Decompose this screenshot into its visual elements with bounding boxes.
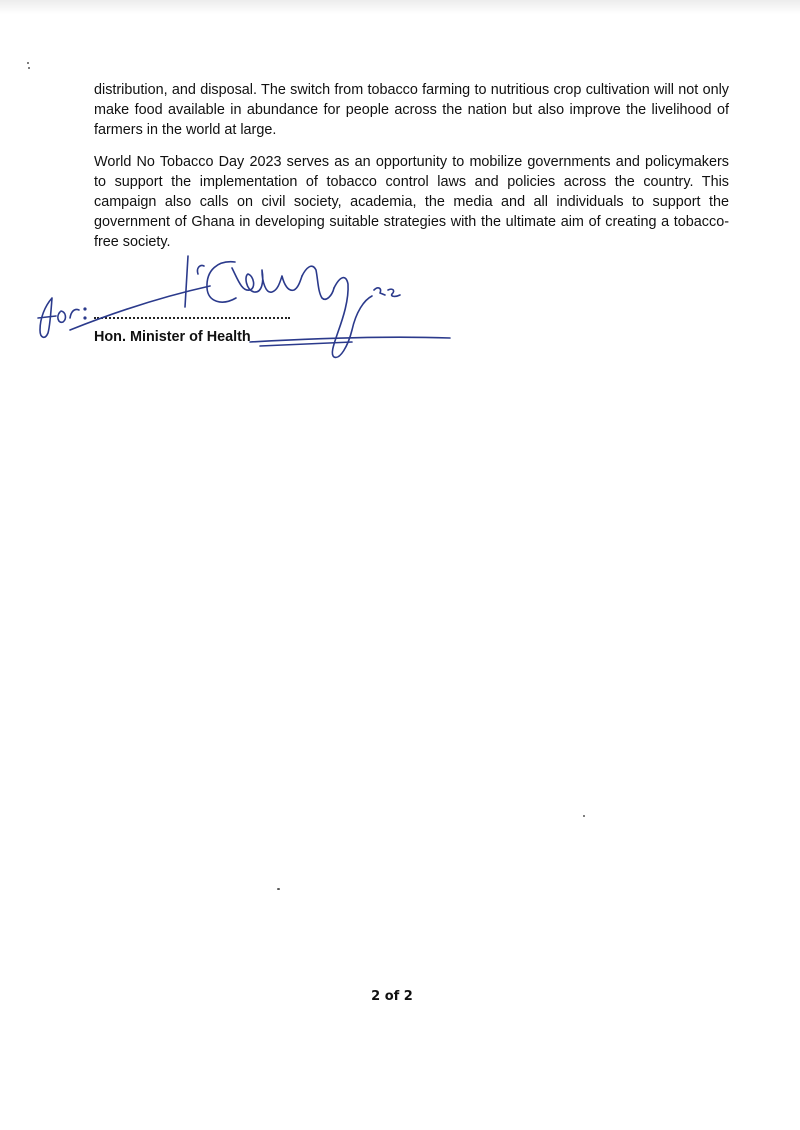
signature-line bbox=[94, 317, 290, 319]
scan-speck bbox=[28, 67, 30, 69]
page-number: 2 of 2 bbox=[371, 989, 413, 1004]
body-paragraph-1: distribution, and disposal. The switch from tobacco farming to nutritious crop cultivation will not only make food available in abundance for people across the nation but also improve the livelihood of farmers in the world at large. bbox=[94, 82, 729, 138]
scan-speck bbox=[27, 62, 29, 64]
scan-speck bbox=[277, 888, 280, 890]
scan-edge bbox=[0, 0, 800, 14]
scan-speck bbox=[583, 815, 585, 817]
signatory-title: Hon. Minister of Health bbox=[94, 329, 251, 345]
body-paragraph-2: World No Tobacco Day 2023 serves as an opportunity to mobilize governments and policymakers to support the implementation of tobacco control laws and policies across the country. This campaign also calls on civil society, academia, the media and all individuals to support the government of Ghana in developing suitable strategies with the ultimate aim of creating a tobacco-free society. bbox=[94, 154, 729, 250]
